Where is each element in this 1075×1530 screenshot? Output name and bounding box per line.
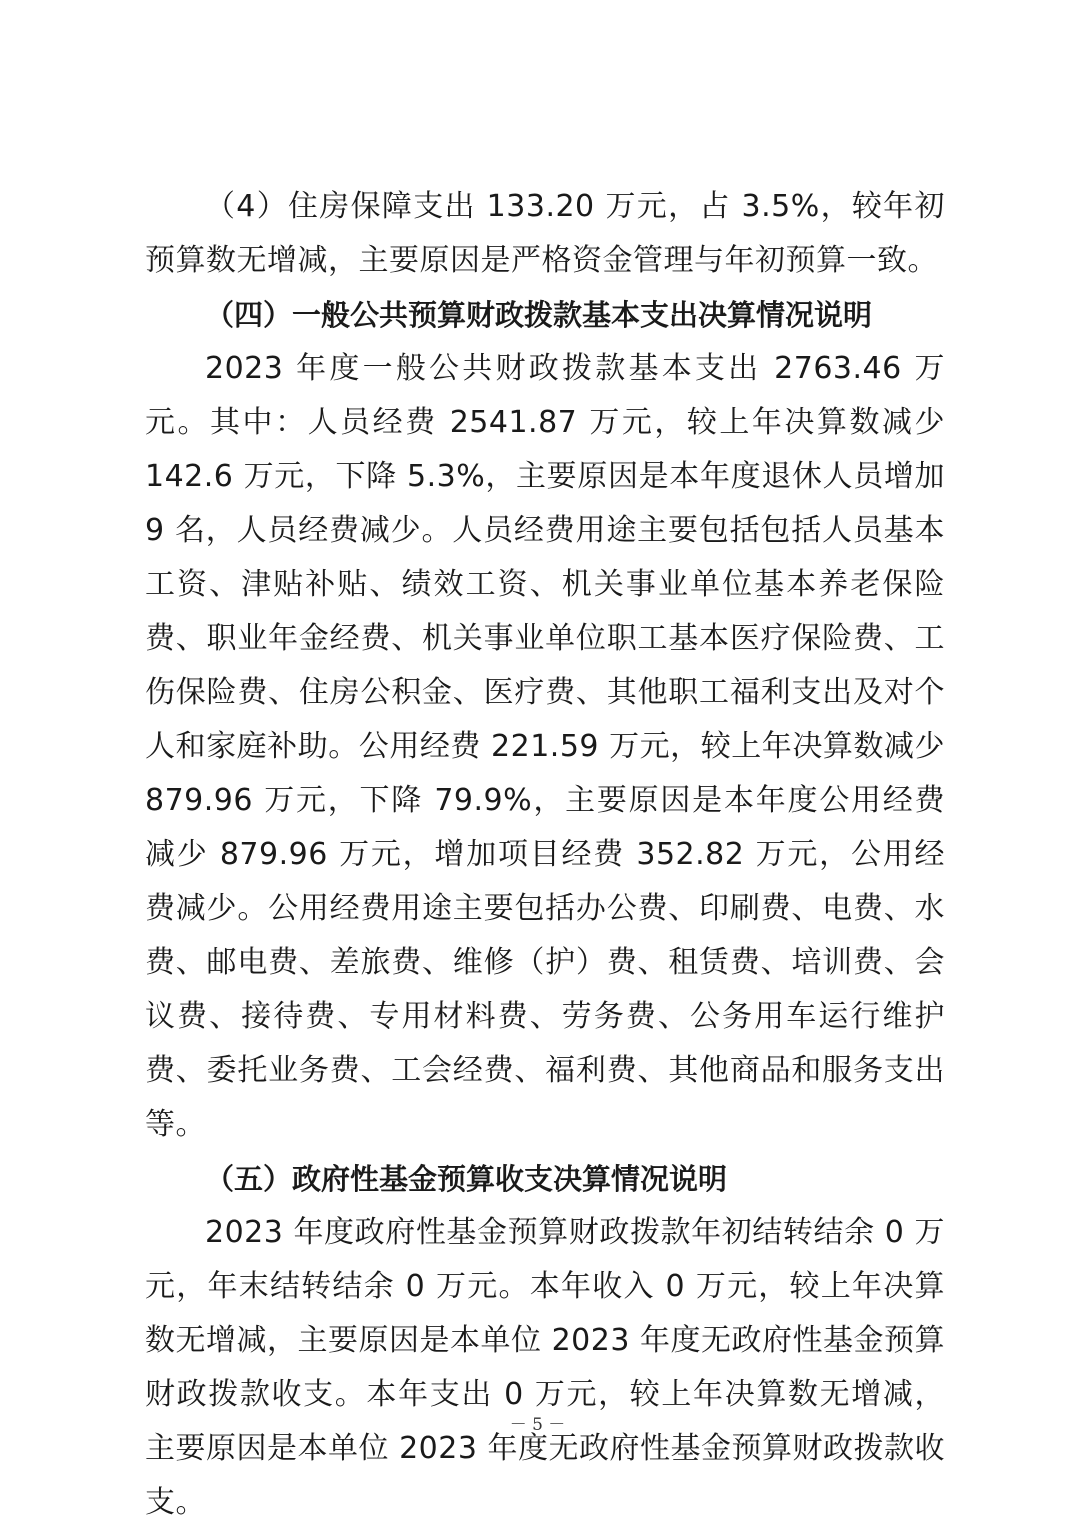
section-heading-basic-expenditure: （四）一般公共预算财政拨款基本支出决算情况说明: [205, 298, 873, 332]
page-number: － 5 －: [509, 1415, 566, 1435]
document-body: [145, 180, 945, 1530]
section-heading-government-fund: （五）政府性基金预算收支决算情况说明: [205, 1162, 728, 1196]
paragraph-housing-expenditure: （4）住房保障支出 133.20 万元，占 3.5%，较年初预算数无增减，主要原因是严格资金管理与年初预算一致。: [145, 189, 945, 278]
paragraph-basic-expenditure: 2023 年度一般公共财政拨款基本支出 2763.46 万元。其中：人员经费 2541.87 万元，较上年决算数减少 142.6 万元，下降 5.3%，主要原因是本年度退休人员增加 9 名，人员经费减少。人员经费用途主要包括包括人员基本工资、津贴补贴、绩效工资、机关事业单位基本养老保险费、职业年金经费、机关事业单位职工基本医疗保险费、工伤保险费、住房公积金、医疗费、其他职工福利支出及对个人和家庭补助。公用经费 221.59 万元，较上年决算数减少 879.96 万元，下降 79.9%，主要原因是本年度公用经费减少 879.96 万元，增加项目经费 352.82 万元，公用经费减少。公用经费用途主要包括办公费、印刷费、电费、水费、邮电费、差旅费、维修（护）费、租赁费、培训费、会议费、接待费、专用材料费、劳务费、公务用车运行维护费、委托业务费、工会经费、福利费、其他商品和服务支出等。: [145, 351, 945, 1142]
paragraph-government-fund: 2023 年度政府性基金预算财政拨款年初结转结余 0 万元，年末结转结余 0 万元。本年收入 0 万元，较上年决算数无增减，主要原因是本单位 2023 年度无政府性基金预算财政拨款收支。本年支出 0 万元，较上年决算数无增减，主要原因是本单位 2023 年度无政府性基金预算财政拨款收支。: [145, 1215, 945, 1520]
